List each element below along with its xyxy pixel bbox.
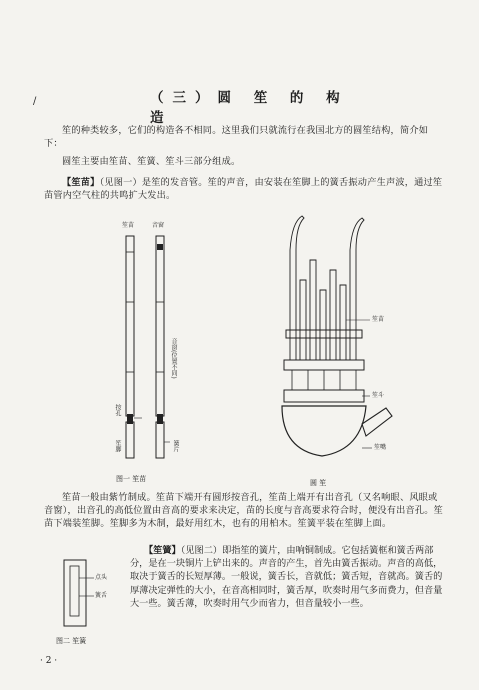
paragraph-parts: 圆笙主要由笙苗、笙簧、笙斗三部分组成。 xyxy=(62,156,241,167)
paragraph-shengmiao-text: （见图一）是笙的发音管。笙的声音，由安装在笙脚上的簧舌振动产生声波，通过笙苗管内空气柱的共鸣扩大发出。 xyxy=(44,177,443,201)
pipes-drawing xyxy=(112,232,222,478)
paragraph-shenghuang-text: （见图二）即指笙的簧片，由响铜制成。它包括簧框和簧舌两部分，是在一块铜片上铲出来的。声音的产生，首先由簧舌振动。声音的高低，取决于簧舌的长短厚薄。一般说，簧舌长，音就低；簧舌短，音就高。簧舌的厚薄决定弹性的大小，在音高相同时，簧舌厚，吹奏时用气多而费力，但音量大一些。簧舌薄，吹奏时用气少而省力，但音量较小一些。 xyxy=(130,545,443,609)
label-pipe-left: 笙苗 xyxy=(122,222,135,229)
reed-drawing xyxy=(58,558,118,630)
figure-pipes xyxy=(112,218,222,478)
label-shengjiao: 笙脚 xyxy=(114,440,121,452)
round-sheng-drawing xyxy=(262,210,402,472)
paragraph-shengmiao-detail: 笙苗一般由紫竹制成。笙苗下端开有圆形按音孔，笙苗上端开有出音孔（又名响眼、风眼或音窗），出音孔的高低位置由音高的要求来决定，苗的长度与音高要求符合时，便没有出音孔。笙苗下端装笙脚。笙脚多为木制，最好用红木，也有的用柏木。笙簧平装在笙脚上面。 xyxy=(44,492,444,529)
paragraph-shengmiao xyxy=(44,176,444,202)
label-huangpian: 簧片 xyxy=(172,440,179,452)
label-round-dou: 笙斗 xyxy=(372,392,385,399)
figure-reed xyxy=(58,558,118,640)
paragraph-shenghuang xyxy=(130,544,446,610)
label-round-miao: 笙苗 xyxy=(372,316,385,323)
section-heading: （三）圆 笙 的 构 造 xyxy=(150,90,349,126)
page-number: · 2 · xyxy=(40,656,58,666)
label-diantou: 点头 xyxy=(95,574,108,581)
paragraph-intro: 笙的种类较多，它们的构造各不相同。这里我们只就流行在我国北方的圆笙结构，简介如下： xyxy=(44,125,429,149)
figure-round-sheng xyxy=(262,210,402,472)
figure2-caption: 图二 笙簧 xyxy=(56,637,87,645)
figure1-caption: 图一 笙苗 xyxy=(116,475,147,483)
round-caption: 圆 笙 xyxy=(310,479,327,487)
margin-mark: / xyxy=(33,96,37,107)
label-pipe-right: 音窗 xyxy=(152,222,165,229)
label-huangshe: 簧舌 xyxy=(95,592,108,599)
term-shenghuang: 【笙簧】 xyxy=(144,545,181,556)
term-shengmiao: 【笙苗】 xyxy=(62,177,100,188)
label-yinchuang-side: 音窗(位置不同) xyxy=(170,338,177,379)
label-ankong: 按孔 xyxy=(114,404,121,416)
label-round-zui: 笙嘴 xyxy=(374,444,387,451)
